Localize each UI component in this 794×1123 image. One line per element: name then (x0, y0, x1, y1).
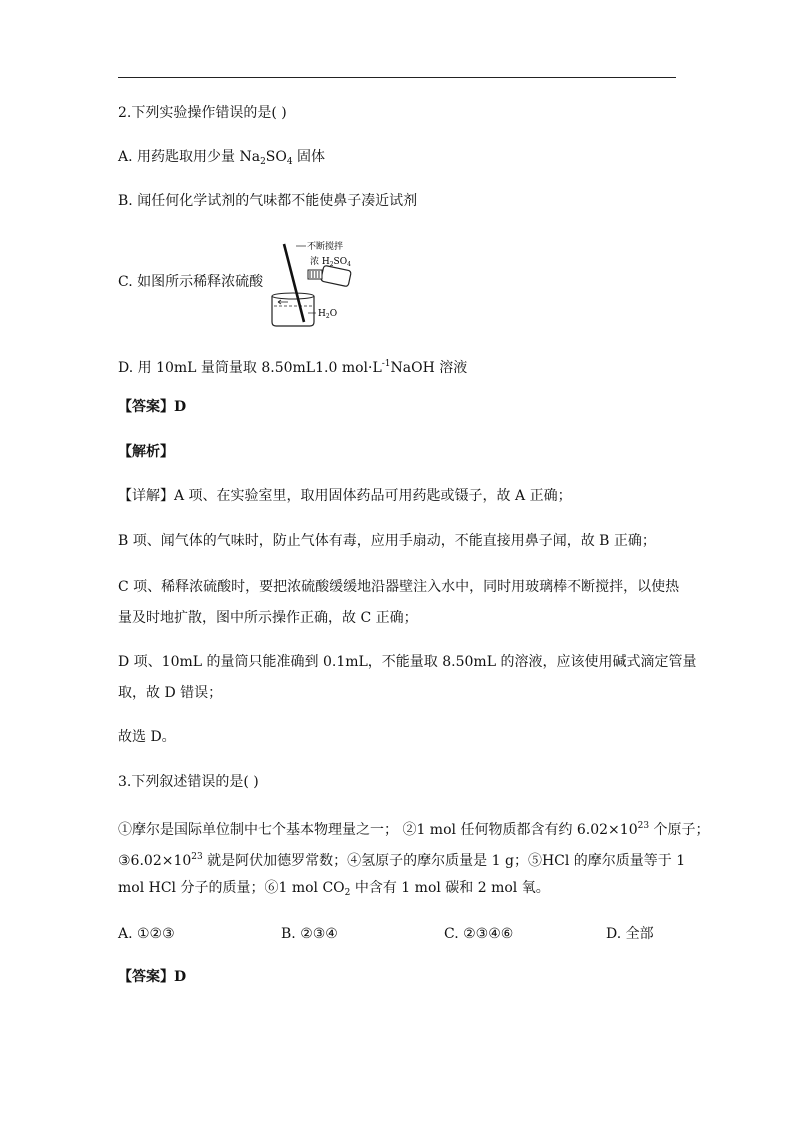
q3-statement-line-3: mol HCl 分子的质量；⑥1 mol $CO_2$ 中含有 1 mol 碳和 2 mol 氧。 (118, 880, 550, 898)
dilution-figure (266, 238, 356, 330)
beaker-shape (272, 296, 314, 326)
q2-option-b: B. 闻任何化学试剂的气味都不能使鼻子凑近试剂 (118, 193, 418, 209)
q3-answer: 【答案】D (118, 969, 187, 985)
glass-rod (284, 244, 304, 322)
q2-conclusion: 故选 D。 (118, 729, 176, 745)
q2-option-a: A. 用药匙取用少量 $Na_2SO_4$ 固体 (118, 149, 326, 167)
label-acid: 浓 $H_2SO_4$ (310, 257, 351, 268)
q3-statement-line-2: $③6.02\times 10^{23}$ 就是阿伏加德罗常数；④氢原子的摩尔质量是 1 g；⑤HCl 的摩尔质量等于 1 (118, 852, 686, 869)
q2-option-d: D. 用 10mL 量筒量取 8.50mL1.0 $mol\cdot L^{-1}NaOH$ 溶液 (118, 359, 468, 376)
q2-analysis-title: 【解析】 (118, 444, 174, 460)
label-stir: 不断搅拌 (307, 242, 344, 252)
q3-option-d: D. 全部 (606, 926, 654, 942)
q2-detail-c2: 量及时地扩散，图中所示操作正确，故 C 正确； (118, 610, 418, 626)
q2-detail-c1: C 项、稀释浓硫酸时，要把浓硫酸缓缓地沿器壁注入水中，同时用玻璃棒不断搅拌，以使热 (118, 579, 680, 595)
q3-option-c: C. ②③④⑥ (444, 926, 514, 942)
header-rule (118, 77, 676, 78)
q2-detail-b: B 项、闻气体的气味时，防止气体有毒，应用手扇动，不能直接用鼻子闻，故 B 正确； (118, 533, 656, 549)
q3-option-b: B. ②③④ (281, 926, 338, 942)
q2-detail-a: 【详解】A 项、在实验室里，取用固体药品可用药匙或镊子，故 A 正确； (118, 488, 572, 504)
q3-statement-line-1: ①摩尔是国际单位制中七个基本物理量之一； ②1 mol 任何物质都含有约 $6.02\times 10^{23}$ 个原子； (118, 821, 710, 838)
q3-option-a: A. ①②③ (118, 926, 175, 942)
q3-stem: 3.下列叙述错误的是( ) (118, 774, 259, 790)
q2-detail-d2: 取，故 D 错误； (118, 685, 223, 701)
q2-answer: 【答案】D (118, 399, 187, 415)
q2-option-c: C. 如图所示稀释浓硫酸 (118, 274, 264, 290)
label-water: $H_2O$ (318, 309, 338, 320)
q2-stem: 2.下列实验操作错误的是( ) (118, 105, 287, 121)
q2-detail-d1: D 项、10mL 的量筒只能准确到 0.1mL，不能量取 8.50mL 的溶液，应该使用碱式滴定管量 (118, 654, 697, 670)
acid-bottle (308, 265, 351, 286)
